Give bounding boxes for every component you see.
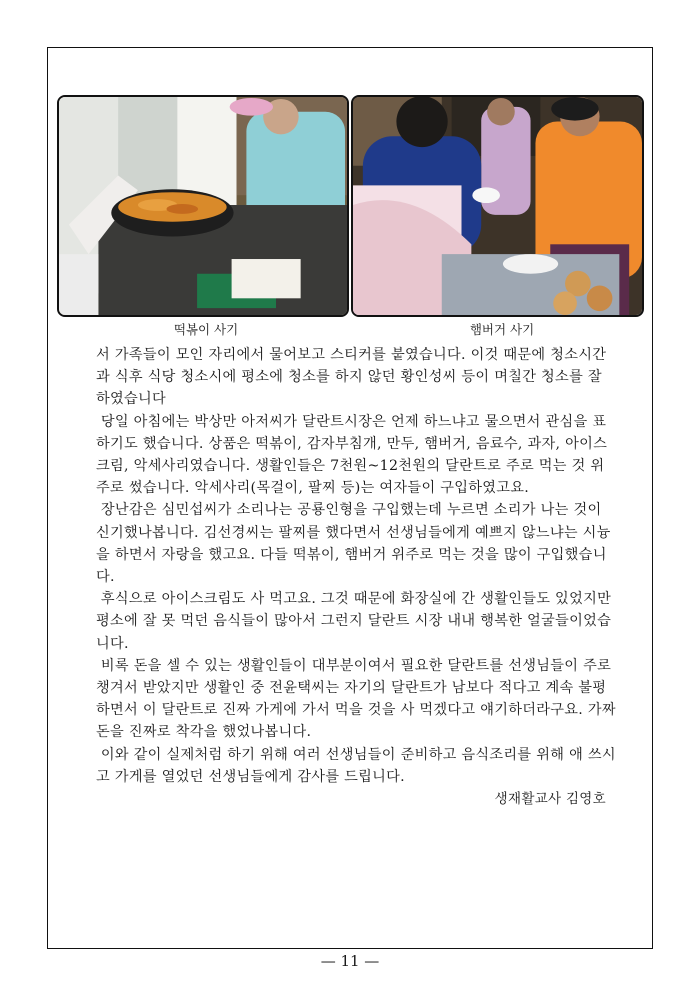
hamburger-photo	[351, 95, 644, 317]
page-number: — 11 —	[320, 952, 380, 970]
paragraph: 장난감은 심민섭씨가 소리나는 공룡인형을 구입했는데 누르면 소리가 나는 것이 신기했나봅니다. 김선경씨는 팔찌를 했다면서 선생님들에게 예쁘지 않느냐는 시늉을 하면서 자랑을 했고요. 다들 떡볶이, 햄버거 위주로 먹는 것을 많이 구입했습니다.	[96, 502, 611, 586]
paragraph: 당일 아침에는 박상만 아저씨가 달란트시장은 언제 하느냐고 물으면서 관심을 표하기도 했습니다. 상품은 떡볶이, 감자부침개, 만두, 햄버거, 음료수, 과자, 아이스크림, 악세사리였습니다. 생활인들은 7천원~12천원의 달란트로 주로 먹는 것 위주로 썼습니다. 악세사리(목걸이, 팔찌 등)는 여자들이 구입하였고요.	[96, 413, 608, 497]
right-photo-caption: 햄버거 사기	[469, 322, 535, 337]
paragraph: 비록 돈을 셀 수 있는 생활인들이 대부분이여서 필요한 달란트를 선생님들이 주로 챙겨서 받았지만 생활인 중 전윤택씨는 자기의 달란트가 남보다 적다고 계속 불평하면서 이 달란트로 진짜 가게에 가서 먹을 것을 사 먹겠다고 얘기하더라구요. 가짜 돈을 진짜로 착각을 했었나봅니다.	[96, 657, 621, 741]
author-signature: 생재활교사 김영호	[494, 791, 606, 808]
paragraph: 이와 같이 실제처럼 하기 위해 여러 선생님들이 준비하고 음식조리를 위해 애 쓰시고 가게를 열었던 선생님들에게 감사를 드립니다.	[96, 746, 616, 785]
article-body	[96, 344, 621, 810]
left-photo-caption: 떡볶이 사기	[173, 322, 239, 337]
paragraph: 후식으로 아이스크림도 사 먹고요. 그것 때문에 화장실에 간 생활인들도 있었지만 평소에 잘 못 먹던 음식들이 많아서 그런지 달란트 시장 내내 행복한 얼굴들이었습니다.	[96, 591, 616, 652]
paragraph: 서 가족들이 모인 자리에서 물어보고 스티커를 붙였습니다. 이것 때문에 청소시간과 식후 식당 청소시에 평소에 청소를 하지 않던 황인성씨 등이 며칠간 청소를 잘 하였습니다	[96, 347, 607, 408]
tteokbokki-photo	[57, 95, 349, 317]
